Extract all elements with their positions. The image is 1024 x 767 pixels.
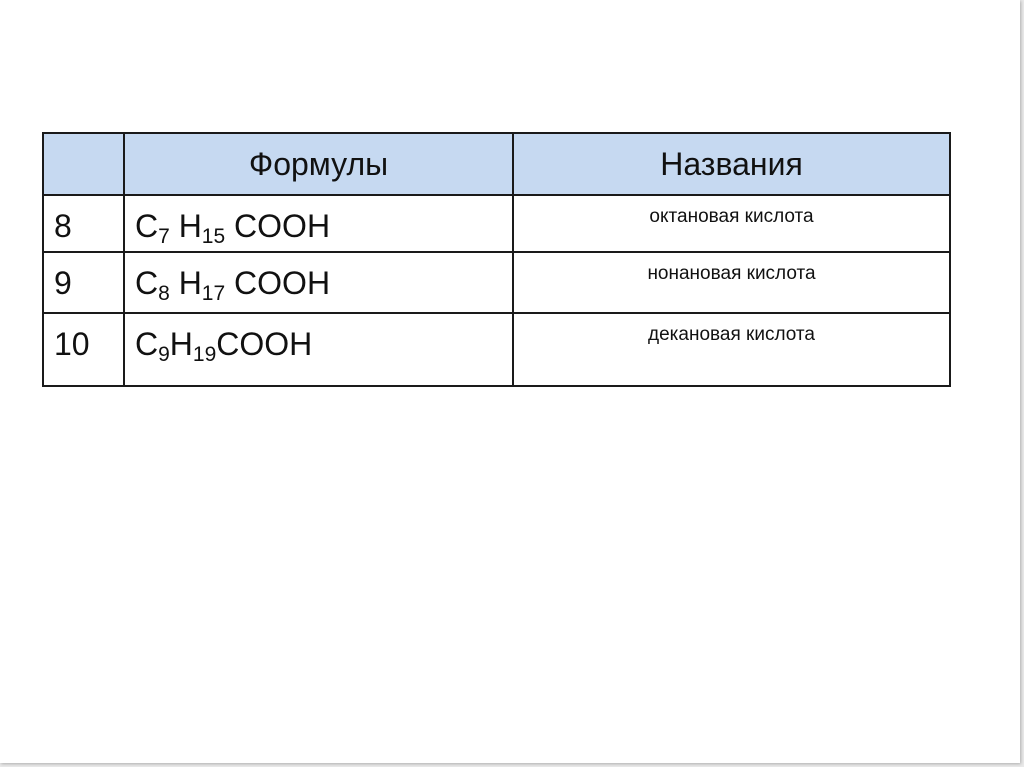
row-number: 10: [43, 313, 124, 386]
formula-text: COOH: [225, 265, 331, 301]
formula-cell: [124, 313, 513, 386]
table-row: [43, 313, 950, 386]
formula-text: H: [169, 208, 202, 244]
formula-text: C: [135, 208, 159, 244]
formula-subscript: 17: [201, 282, 226, 305]
formula-subscript: 19: [192, 343, 217, 366]
table-header-row: [43, 133, 950, 195]
header-name-cell: Названия: [513, 133, 950, 195]
formula-subscript: 9: [158, 343, 170, 366]
formula-text: H: [169, 265, 202, 301]
acid-name-cell: октановая кислота: [513, 195, 950, 252]
table-row: [43, 195, 950, 252]
formula-text: COOH: [225, 208, 331, 244]
formula-cell: [124, 252, 513, 313]
acid-name-cell: декановая кислота: [513, 313, 950, 386]
formula-text: COOH: [216, 326, 313, 362]
header-formula-cell: Формулы: [124, 133, 513, 195]
table-row: [43, 252, 950, 313]
row-number: 8: [43, 195, 124, 252]
formula-text: C: [135, 326, 159, 362]
acid-name-cell: нонановая кислота: [513, 252, 950, 313]
header-number-cell: [43, 133, 124, 195]
formula-cell: [124, 195, 513, 252]
formula-subscript: 7: [158, 225, 170, 248]
formula-text: H: [169, 326, 193, 362]
formula-text: C: [135, 265, 159, 301]
row-number: 9: [43, 252, 124, 313]
formula-subscript: 8: [158, 282, 170, 305]
formula-subscript: 15: [201, 225, 226, 248]
carboxylic-acids-table: [42, 132, 951, 387]
